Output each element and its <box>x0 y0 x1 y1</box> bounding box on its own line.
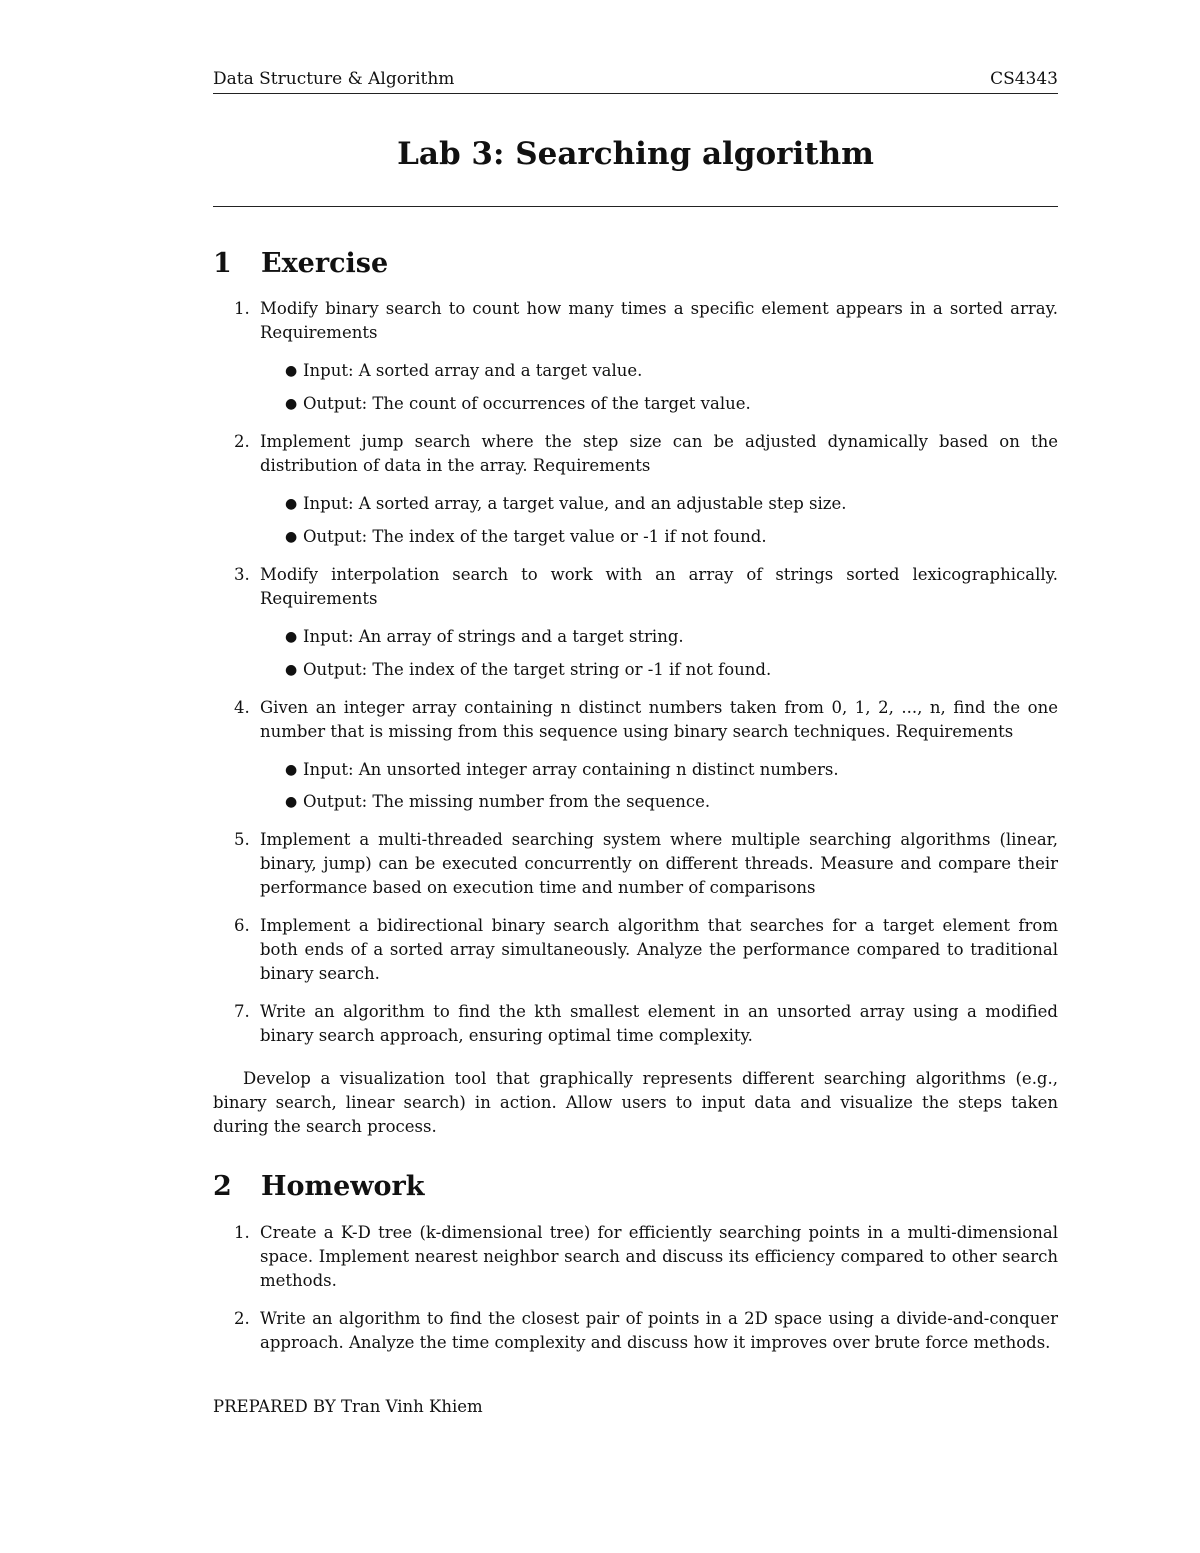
course-name: Data Structure & Algorithm <box>213 69 455 89</box>
section-title: Exercise <box>261 248 389 279</box>
course-code: CS4343 <box>990 69 1058 89</box>
title-divider <box>213 206 1058 207</box>
bullet-text: Output: The missing number from the sequence. <box>303 792 711 811</box>
exercise-item-text: Modify binary search to count how many times a specific element appears in a sorted array. Requirements <box>260 299 1058 342</box>
bullet-icon: ● <box>285 529 298 545</box>
homework-item-text: Create a K-D tree (k-dimensional tree) for efficiently searching points in a multi-dimensional space. Implement nearest neighbor search and discuss its efficiency compared to other search methods. <box>260 1223 1058 1290</box>
bullet-icon: ● <box>285 794 298 810</box>
bullet-text: Output: The count of occurrences of the target value. <box>303 394 751 413</box>
homework-item-number: 2. <box>234 1309 250 1328</box>
section-number: 1 <box>213 248 232 279</box>
exercise-item-text: Given an integer array containing n distinct numbers taken from 0, 1, 2, ..., n, find the one number that is missing from this sequence using binary search techniques. Requirements <box>260 698 1058 741</box>
section-title: Homework <box>261 1171 425 1202</box>
section-number: 2 <box>213 1171 232 1202</box>
section-heading-homework <box>213 1171 424 1202</box>
bullet-text: Input: An unsorted integer array containing n distinct numbers. <box>303 760 839 779</box>
exercise-item-text: Write an algorithm to find the kth smallest element in an unsorted array using a modified binary search approach, ensuring optimal time complexity. <box>260 1002 1058 1045</box>
homework-item-number: 1. <box>234 1223 250 1242</box>
bullet-icon: ● <box>285 662 298 678</box>
section-heading-exercise <box>213 248 388 279</box>
exercise-item-number: 6. <box>234 916 250 935</box>
exercise-item-number: 7. <box>234 1002 250 1021</box>
bullet-icon: ● <box>285 396 298 412</box>
running-header <box>213 69 1058 94</box>
bullet-icon: ● <box>285 363 298 379</box>
prepared-by: PREPARED BY Tran Vinh Khiem <box>213 1397 483 1416</box>
bullet-text: Output: The index of the target string or -1 if not found. <box>303 660 772 679</box>
exercise-item-text: Modify interpolation search to work with an array of strings sorted lexicographically. Requirements <box>260 565 1058 608</box>
bullet-text: Output: The index of the target value or -1 if not found. <box>303 527 767 546</box>
bullet-icon: ● <box>285 629 298 645</box>
exercise-item-number: 4. <box>234 698 250 717</box>
bullet-text: Input: An array of strings and a target string. <box>303 627 684 646</box>
homework-item-text: Write an algorithm to find the closest pair of points in a 2D space using a divide-and-conquer approach. Analyze the time complexity and discuss how it improves over brute force methods. <box>260 1309 1058 1352</box>
bullet-icon: ● <box>285 762 298 778</box>
bullet-text: Input: A sorted array and a target value. <box>303 361 643 380</box>
document-title: Lab 3: Searching algorithm <box>397 136 874 172</box>
exercise-item-text: Implement a bidirectional binary search algorithm that searches for a target element from both ends of a sorted array simultaneously. Analyze the performance compared to traditional binary search. <box>260 916 1058 983</box>
exercise-item-number: 3. <box>234 565 250 584</box>
visualization-paragraph: Develop a visualization tool that graphically represents different searching algorithms (e.g., binary search, linear search) in action. Allow users to input data and visualize the steps taken during the search process. <box>213 1069 1058 1136</box>
exercise-item-number: 2. <box>234 432 250 451</box>
exercise-item-number: 1. <box>234 299 250 318</box>
exercise-item-text: Implement jump search where the step size can be adjusted dynamically based on the distribution of data in the array. Requirements <box>260 432 1058 475</box>
exercise-item-number: 5. <box>234 830 250 849</box>
exercise-item-text: Implement a multi-threaded searching system where multiple searching algorithms (linear, binary, jump) can be executed concurrently on different threads. Measure and compare their performance based on execution time and number of comparisons <box>260 830 1058 897</box>
bullet-text: Input: A sorted array, a target value, and an adjustable step size. <box>303 494 847 513</box>
bullet-icon: ● <box>285 496 298 512</box>
